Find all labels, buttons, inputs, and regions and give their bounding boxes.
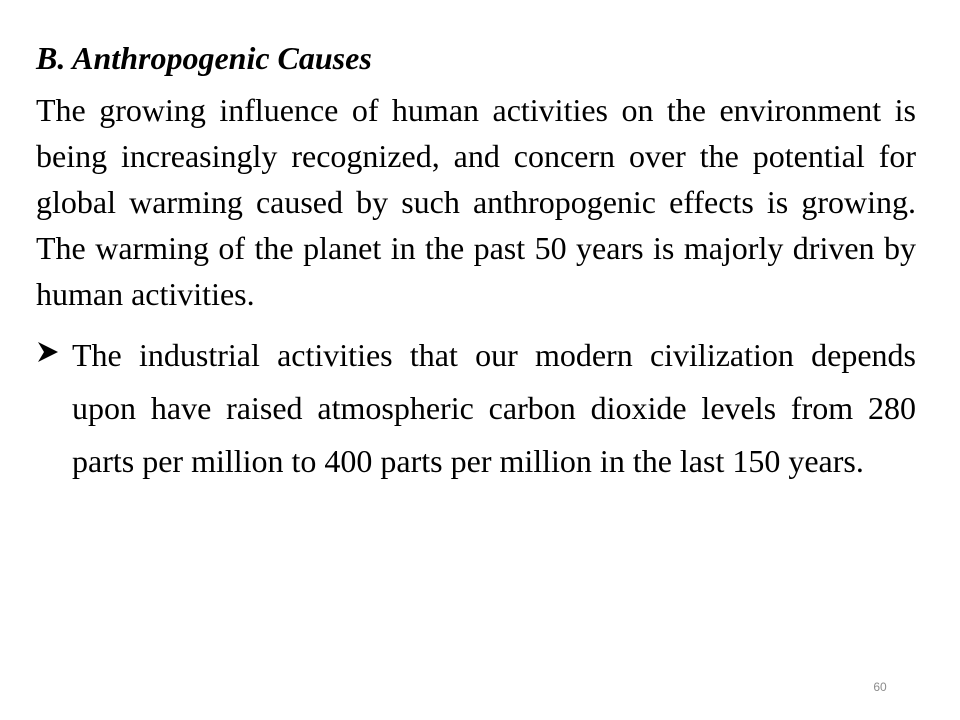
- section-heading: B. Anthropogenic Causes: [36, 40, 372, 76]
- arrowhead-bullet-icon: [36, 329, 72, 375]
- bullet-text: The industrial activities that our modern civilization depends upon have raised atmospheric carbon dioxide levels from 280 parts per million to 400 parts per million in the last 150 years.: [72, 337, 916, 479]
- body-paragraph: The growing influence of human activities on the environment is being increasingly recognized, and concern over the potential for global warming caused by such anthropogenic effects is growing. The warming of the planet in the past 50 years is majorly driven by human activities.: [36, 92, 916, 312]
- bullet-item: [36, 329, 916, 488]
- slide-content: [36, 38, 916, 488]
- page-number: 60: [873, 680, 887, 694]
